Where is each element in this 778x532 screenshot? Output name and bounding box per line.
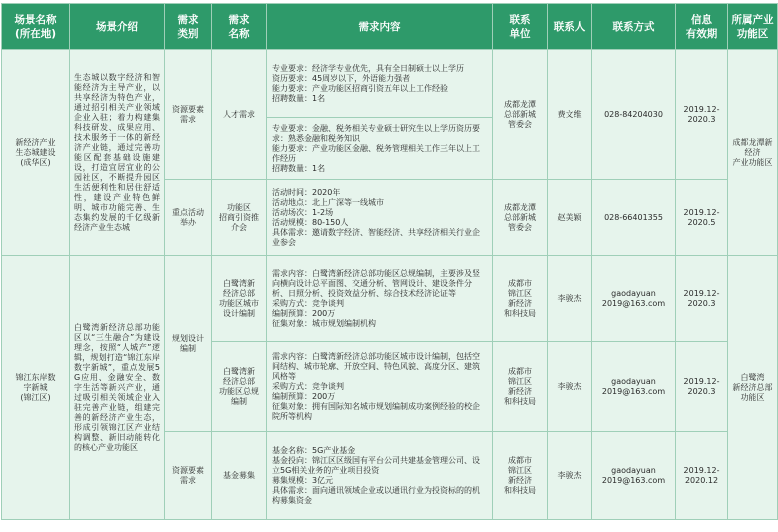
demand-name: 白鹭湾新 经济总部 功能区总规 编制 [212, 342, 267, 432]
header-scene-name: 场景名称 (所在地) [2, 4, 70, 50]
header-demand-content: 需求内容 [267, 4, 493, 50]
table-row [2, 256, 778, 342]
header-scene-intro: 场景介绍 [70, 4, 165, 50]
industry-zone: 白鹭湾 新经济总部 功能区 [728, 256, 778, 520]
demand-name: 基金募集 [212, 432, 267, 520]
demand-content: 需求内容：白鹭湾新经济总部功能区总规编制，主要涉及竖向横向设计总平面图、交通分析、管网设计、建设条件分析、日照分析、投资效益分析、综合技术经济论证等 采购方式：竞争谈判 编制预算：200万 征集对象：城市规划编制机构 [267, 256, 493, 342]
contact-unit: 成都市 锦江区 新经济 和科技局 [493, 342, 548, 432]
validity: 2019.12- 2020.5 [676, 180, 728, 256]
scene-name: 新经济产业 生态城建设 (成华区) [2, 50, 70, 256]
demand-type: 资源要素 需求 [165, 50, 212, 180]
contact-phone: 028-84204030 [592, 50, 676, 180]
scene-intro: 白鹭湾新经济总部功能区以“三生融合”为建设理念，按照“人城产”逻辑，规划打造“锦江东岸数字新城”，重点发展5G应用、金融安全、数字生活等新兴产业，通过吸引相关领域企业入驻完善产业链，组建完善的新经济产业生态，形成引领锦江区产业结构调整、新旧动能转化的核心产业功能区 [70, 256, 165, 520]
industry-zone: 成都龙潭新 经济 产业功能区 [728, 50, 778, 256]
contact-email: gaodayuan 2019@163.com [592, 256, 676, 342]
contact-unit: 成都市 锦江区 新经济 和科技局 [493, 432, 548, 520]
contact-phone: 028-66401355 [592, 180, 676, 256]
contact-unit: 成都龙潭 总部新城 管委会 [493, 180, 548, 256]
header-demand-name: 需求 名称 [212, 4, 267, 50]
contact-person: 李骏杰 [548, 342, 592, 432]
contact-person: 李骏杰 [548, 256, 592, 342]
demand-name: 白鹭湾新 经济总部 功能区城市 设计编制 [212, 256, 267, 342]
header-demand-type: 需求 类别 [165, 4, 212, 50]
header-contact-person: 联系人 [548, 4, 592, 50]
contact-unit: 成都市 锦江区 新经济 和科技局 [493, 256, 548, 342]
validity: 2019.12- 2020.3 [676, 256, 728, 342]
contact-email: gaodayuan 2019@163.com [592, 432, 676, 520]
scene-intro: 生态城以数字经济和智能经济为主导产业，以共享经济为特色产业，通过招引相关产业领域企业入驻；着力构建集科技研发、成果应用、技术服务于一体的新经济产业链，通过完善功能区配套基础设施建设，打造宜居宜业的公园社区，不断提升园区生活便利性和居住舒适性，建设产业特色鲜明、城市功能完善、生态集约发展的千亿级新经济产业生态城 [70, 50, 165, 256]
demand-content: 基金名称：5G产业基金 基金投向：锦江区区级国有平台公司共建基金管理公司、设立5G相关业务的产业项目投资 募集规模：3亿元 具体需求：面向通讯领域企业或以通讯行业为投资标的的机构募集资金 [267, 432, 493, 520]
validity: 2019.12- 2020.3 [676, 50, 728, 180]
table-row [2, 50, 778, 118]
demand-type: 规划设计 编制 [165, 256, 212, 432]
demand-type: 资源要素 需求 [165, 432, 212, 520]
header-contact-unit: 联系 单位 [493, 4, 548, 50]
demand-table [1, 3, 778, 520]
demand-content: 专业要求：金融、税务相关专业硕士研究生以上学历资历要求：熟悉金融和税务知识 能力要求：产业功能区金融、税务管理相关工作三年以上工作经历 招聘数量：1名 [267, 118, 493, 180]
scene-name: 锦江东岸数 字新城 (锦江区) [2, 256, 70, 520]
demand-content: 活动时间：2020年 活动地点：北上广深等一线城市 活动场次：1-2场 活动规模：80-150人 具体需求：邀请数字经济、智能经济、共享经济相关行业企业参会 [267, 180, 493, 256]
demand-content: 专业要求：经济学专业优先，具有全日制硕士以上学历 资历要求：45周岁以下，外语能力强者 能力要求：产业功能区招商引资五年以上工作经验 招聘数量：1名 [267, 50, 493, 118]
table-header [2, 4, 778, 50]
header-validity: 信息 有效期 [676, 4, 728, 50]
header-contact-method: 联系方式 [592, 4, 676, 50]
contact-person: 李骏杰 [548, 432, 592, 520]
contact-unit: 成都龙潭 总部新城 管委会 [493, 50, 548, 180]
header-zone: 所属产业 功能区 [728, 4, 778, 50]
demand-name: 人才需求 [212, 50, 267, 180]
demand-name: 功能区 招商引资推 介会 [212, 180, 267, 256]
validity: 2019.12- 2020.12 [676, 432, 728, 520]
contact-person: 赵美颖 [548, 180, 592, 256]
validity: 2019.12- 2020.3 [676, 342, 728, 432]
demand-type: 重点活动 举办 [165, 180, 212, 256]
contact-email: gaodayuan 2019@163.com [592, 342, 676, 432]
demand-content: 需求内容：白鹭湾新经济总部功能区城市设计编制，包括空间结构、城市轮廓、开放空间、特色风貌、高度分区、建筑风格等 采购方式：竞争谈判 编制预算：200万 征集对象：拥有国际知名城市规划编制成功案例经验的校企院所等机构 [267, 342, 493, 432]
contact-person: 费文维 [548, 50, 592, 180]
